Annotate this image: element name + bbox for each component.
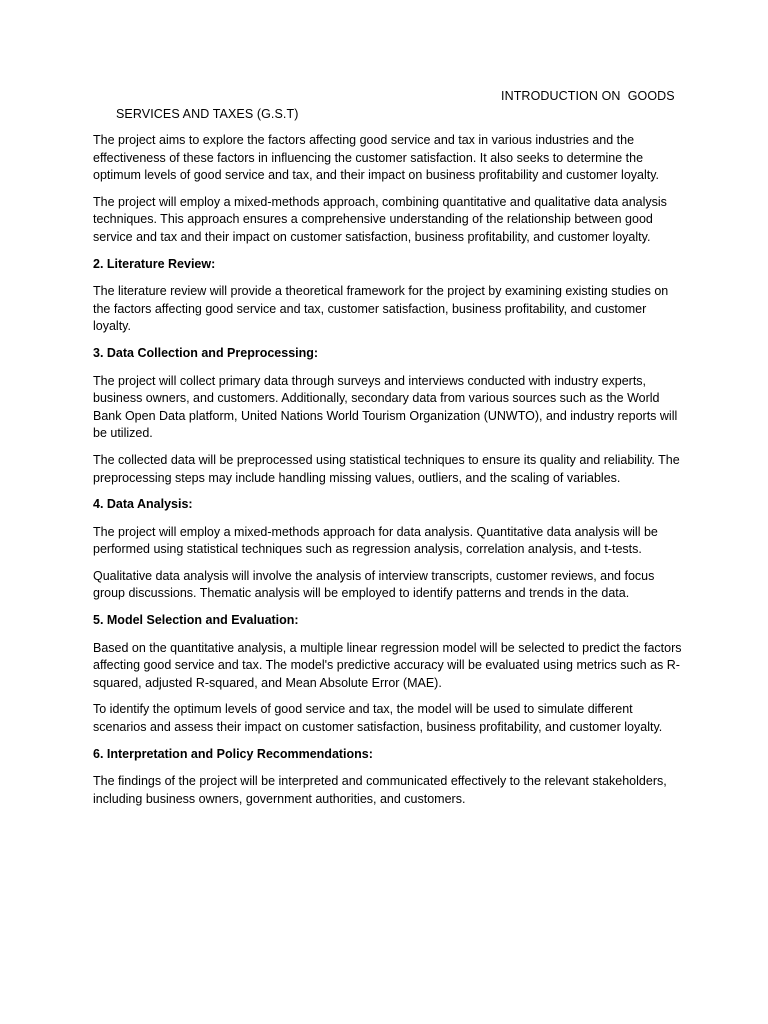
document-title-line-1: INTRODUCTION ON GOODS	[501, 89, 675, 103]
data-analysis-paragraph: The project will employ a mixed-methods approach for data analysis. Quantitative data analysis will be performed using statistical techniques such as regression analysis, correlation analysis, and t-tests.	[93, 524, 658, 557]
data-collection-paragraph: The collected data will be preprocessed using statistical techniques to ensure its quality and reliability. The preprocessing steps may include handling missing values, outliers, and the scaling of variables.	[93, 452, 680, 485]
intro-paragraph: The project aims to explore the factors affecting good service and tax in various industries and the effectiveness of these factors in influencing the customer satisfaction. It also seeks to determine the optimum levels of good service and tax, and their impact on business profitability and customer loyalty.	[93, 133, 660, 183]
data-collection-paragraph: The project will collect primary data through surveys and interviews conducted with industry experts, business owners, and customers. Additionally, secondary data from various sources such as the World Bank Open Data platform, United Nations World Tourism Organization (UNWTO), and industry reports will be utilized.	[93, 373, 678, 441]
model-selection-paragraph: To identify the optimum levels of good service and tax, the model will be used to simulate different scenarios and assess their impact on customer satisfaction, business profitability, and customer loyalty.	[93, 702, 663, 735]
section-heading-literature-review: 2. Literature Review:	[93, 256, 216, 271]
document-title-line-2: SERVICES AND TAXES (G.S.T)	[116, 107, 299, 121]
interpretation-paragraph: The findings of the project will be interpreted and communicated effectively to the relevant stakeholders, including business owners, government authorities, and customers.	[93, 774, 667, 806]
section-heading-data-collection: 3. Data Collection and Preprocessing:	[93, 345, 319, 360]
intro-paragraph: The project will employ a mixed-methods approach, combining quantitative and qualitative data analysis techniques. This approach ensures a comprehensive understanding of the relationship between good service and tax and their impact on customer satisfaction, business profitability, and customer loyalty.	[93, 194, 667, 244]
literature-review-paragraph: The literature review will provide a theoretical framework for the project by examining existing studies on the factors affecting good service and tax, customer satisfaction, business profitability, and customer loyalty.	[93, 284, 669, 334]
data-analysis-paragraph: Qualitative data analysis will involve the analysis of interview transcripts, customer reviews, and focus group discussions. Thematic analysis will be employed to identify patterns and trends in the data.	[93, 568, 655, 601]
section-heading-data-analysis: 4. Data Analysis:	[93, 497, 193, 512]
section-heading-model-selection: 5. Model Selection and Evaluation:	[93, 613, 299, 628]
document-body	[93, 132, 683, 817]
section-heading-interpretation: 6. Interpretation and Policy Recommendations:	[93, 746, 373, 761]
model-selection-paragraph: Based on the quantitative analysis, a multiple linear regression model will be selected to predict the factors affecting good service and tax. The model's predictive accuracy will be evaluated using metrics such as R-squared, adjusted R-squared, and Mean Absolute Error (MAE).	[93, 640, 682, 690]
